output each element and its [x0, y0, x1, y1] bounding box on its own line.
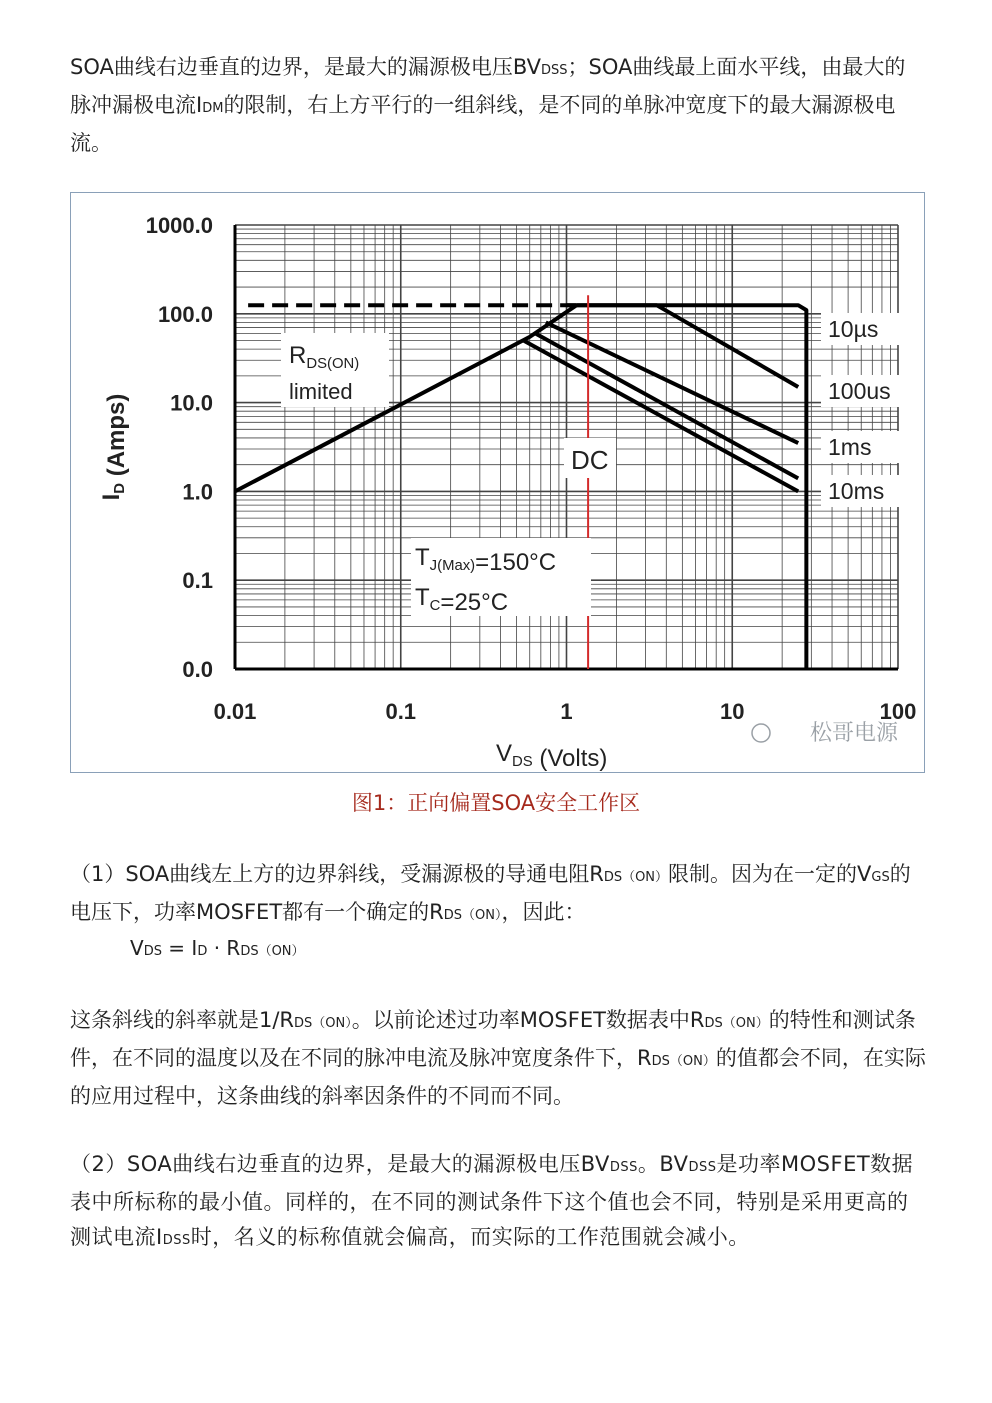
label-100us-part: 100us	[828, 378, 891, 404]
formula-part: V	[130, 936, 144, 960]
watermark-logo-icon	[752, 724, 770, 742]
soa-chart-figure	[70, 192, 925, 773]
subscript: DM	[202, 101, 224, 116]
watermark: 松哥电源	[809, 721, 898, 746]
label-10us-part: 10µs	[828, 316, 879, 342]
subscript: GS	[871, 870, 890, 885]
subscript: DS（ON）	[704, 1016, 769, 1031]
dc-label-part: DC	[571, 445, 609, 475]
curve-10s	[577, 305, 807, 669]
x-tick-label: 10	[720, 699, 745, 724]
text: 时，名义的标称值就会偏高，而实际的工作范围就会减小。	[190, 1225, 750, 1249]
subscript: DSS	[540, 63, 568, 78]
rds-limited-label-part: limited	[289, 379, 353, 404]
text: （2）SOA曲线右边垂直的边界，是最大的漏源极电压BV	[70, 1152, 610, 1176]
x-tick-label: 1	[560, 699, 573, 724]
label-1ms-part: 1ms	[828, 434, 872, 460]
x-axis-title-part: V	[496, 740, 513, 767]
text: 限制。因为在一定的V	[668, 862, 872, 886]
y-tick-label: 0.0	[182, 657, 213, 682]
label-10ms	[828, 478, 884, 504]
text: ；SOA曲线最上面水平线，由最大的脉冲漏极电流I	[70, 55, 906, 117]
label-10ms-part: 10ms	[828, 478, 885, 504]
label-10us	[828, 316, 878, 342]
y-axis-title-part: D	[112, 482, 128, 494]
paragraph-2	[70, 1003, 926, 1114]
subscript: DS	[143, 944, 162, 959]
subscript: DS（ON）	[240, 944, 305, 959]
x-tick-label: 0.1	[385, 699, 417, 724]
x-axis-title-part: (Volts)	[532, 745, 608, 772]
subscript: DSS	[609, 1160, 638, 1175]
tc-label-part: =25°C	[440, 589, 509, 616]
subscript: D	[197, 944, 208, 959]
tc-label	[415, 584, 508, 616]
intro-paragraph	[70, 50, 926, 161]
text: 的值都会不同，在实际的应用过程中，这条曲线的斜率因条件的不同而不同。	[70, 1046, 926, 1108]
tj-label-part: J(Max)	[429, 558, 476, 574]
soa-chart	[71, 193, 924, 772]
y-axis-title-part: (Amps)	[103, 393, 130, 483]
subscript: DSS	[162, 1233, 191, 1248]
subscript: DS（ON）	[443, 908, 502, 923]
dc-label	[571, 445, 609, 475]
label-1ms	[828, 434, 871, 460]
formula-part: = I	[161, 936, 198, 960]
paragraph-3	[70, 1147, 926, 1258]
label-100us	[828, 378, 891, 404]
text: （1）SOA曲线左上方的边界斜线，受漏源极的导通电阻R	[70, 862, 604, 886]
tc-label-part: T	[415, 584, 430, 611]
text: 的特性和测试条件，在不同的温度以及在不同的脉冲电流及脉冲宽度条件下，R	[70, 1008, 916, 1070]
formula-part: · R	[207, 936, 241, 960]
rds-label-part: DS(ON)	[306, 356, 360, 372]
text: 。BV	[637, 1152, 689, 1176]
paragraph-1	[70, 857, 926, 933]
y-tick-label: 10.0	[170, 390, 213, 416]
chart-labels	[98, 213, 916, 772]
subscript: DS（ON）	[651, 1054, 716, 1069]
y-axis-title-part: I	[98, 493, 125, 501]
subscript: DS（ON）	[603, 870, 669, 885]
text: ，因此：	[501, 900, 586, 924]
text: 的电压下，功率MOSFET都有一个确定的R	[70, 862, 911, 924]
tc-label-part: C	[429, 598, 441, 614]
rds-label-part: R	[289, 342, 307, 369]
x-tick-label: 0.01	[213, 699, 257, 724]
y-tick-label: 1000.0	[145, 213, 213, 238]
text: 这条斜线的斜率就是1/R	[70, 1008, 295, 1032]
x-axis-title-part: DS	[512, 754, 533, 770]
formula	[130, 932, 305, 968]
subscript: DS（ON）	[294, 1016, 352, 1031]
y-tick-label: 0.1	[182, 568, 213, 594]
subscript: DSS	[688, 1160, 717, 1175]
y-axis-title	[98, 394, 130, 501]
text: 。以前论述过功率MOSFET数据表中R	[351, 1008, 705, 1032]
tj-label-part: =150°C	[475, 549, 557, 576]
rds-limited-label	[289, 379, 353, 404]
text: 的限制，右上方平行的一组斜线，是不同的单脉冲宽度下的最大漏源极电流。	[70, 93, 896, 155]
y-tick-label: 100.0	[157, 301, 213, 327]
tj-label-part: T	[415, 544, 430, 571]
text: 是功率MOSFET数据表中所标称的最小值。同样的，在不同的测试条件下这个值也会不同，特别是采用更高的测试电流I	[70, 1152, 914, 1249]
figure-caption: 图1：正向偏置SOA安全工作区	[351, 791, 641, 815]
text: SOA曲线右边垂直的边界，是最大的漏源极电压BV	[70, 55, 541, 79]
y-tick-label: 1.0	[182, 479, 213, 505]
x-tick-label: 100	[879, 699, 917, 724]
x-axis-title	[496, 740, 607, 772]
